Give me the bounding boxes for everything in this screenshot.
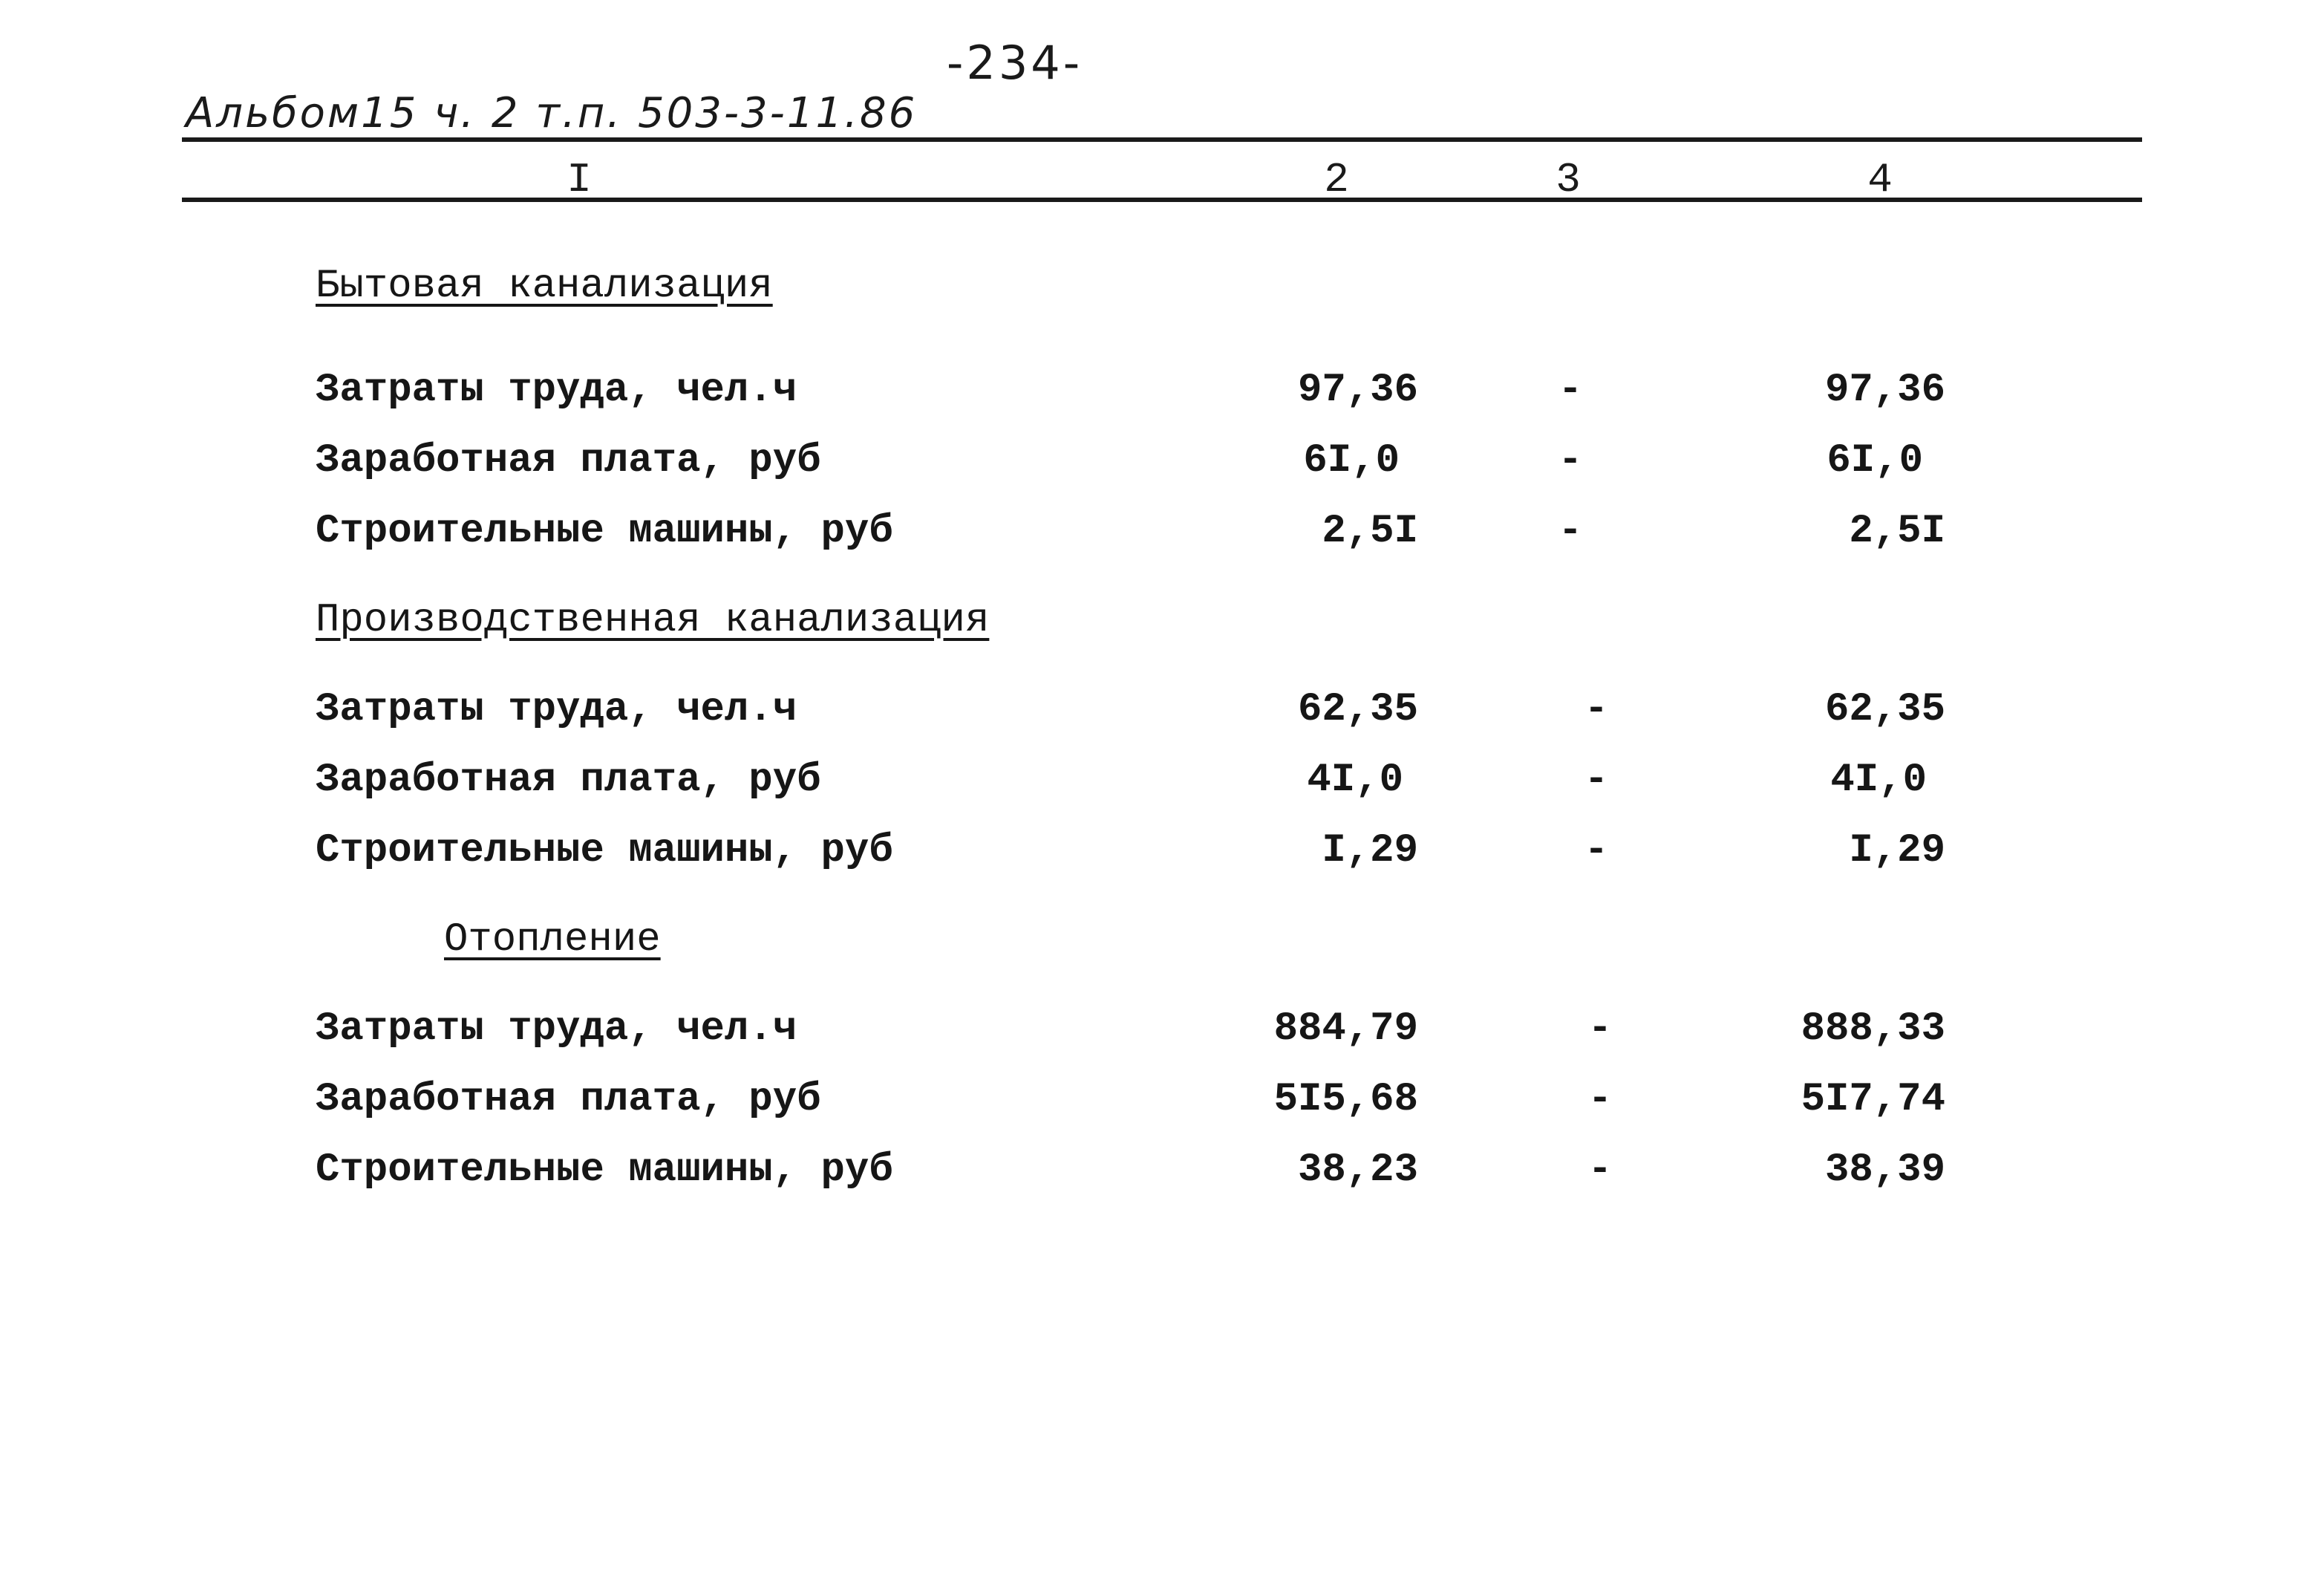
album-reference: Альбом15 ч. 2 т.п. 503-3-11.86 — [186, 89, 918, 137]
cell-col4: 6I,0 — [1827, 438, 1923, 484]
cell-col4: 2,5I — [1849, 509, 1945, 554]
row-label: Заработная плата, руб — [316, 1077, 821, 1122]
cell-col2: 884,79 — [1273, 1006, 1418, 1052]
cell-col2: 62,35 — [1297, 687, 1418, 732]
cell-col4: 38,39 — [1824, 1147, 1945, 1193]
cell-col3: - — [1587, 1077, 1613, 1122]
cell-col3: - — [1587, 1006, 1613, 1052]
cell-col2: 2,5I — [1322, 509, 1418, 554]
row-label: Заработная плата, руб — [316, 758, 821, 803]
cell-col2: 5I5,68 — [1273, 1077, 1418, 1122]
header-rule-bottom — [182, 198, 2142, 202]
cell-col3: - — [1558, 509, 1583, 554]
cell-col4: I,29 — [1849, 828, 1945, 873]
cell-col4: 888,33 — [1801, 1006, 1945, 1052]
column-header-1: I — [567, 156, 592, 204]
row-label: Затраты труда, чел.ч — [316, 687, 797, 732]
cell-col3: - — [1584, 828, 1609, 873]
section-title-domestic-sewerage: Бытовая канализация — [316, 264, 773, 309]
cell-col3: - — [1584, 687, 1609, 732]
column-header-2: 2 — [1324, 156, 1349, 204]
cell-col3: - — [1558, 438, 1583, 484]
cell-col3: - — [1587, 1147, 1613, 1193]
row-label: Строительные машины, руб — [316, 509, 893, 554]
cell-col2: 4I,0 — [1307, 758, 1403, 803]
row-label: Строительные машины, руб — [316, 1147, 893, 1193]
cell-col2: 97,36 — [1297, 368, 1418, 413]
cell-col2: 6I,0 — [1303, 438, 1400, 484]
cell-col3: - — [1584, 758, 1609, 803]
cell-col3: - — [1558, 368, 1583, 413]
page-number: -234- — [947, 36, 1083, 90]
cell-col4: 97,36 — [1824, 368, 1945, 413]
row-label: Затраты труда, чел.ч — [316, 368, 797, 413]
cell-col4: 5I7,74 — [1801, 1077, 1945, 1122]
header-rule-top — [182, 137, 2142, 142]
section-title-heating: Отопление — [444, 917, 661, 963]
cell-col2: I,29 — [1322, 828, 1418, 873]
row-label: Строительные машины, руб — [316, 828, 893, 873]
row-label: Затраты труда, чел.ч — [316, 1006, 797, 1052]
column-header-4: 4 — [1867, 156, 1893, 204]
section-title-industrial-sewerage: Производственная канализация — [316, 598, 990, 643]
cell-col4: 4I,0 — [1830, 758, 1927, 803]
cell-col4: 62,35 — [1824, 687, 1945, 732]
row-label: Заработная плата, руб — [316, 438, 821, 484]
cell-col2: 38,23 — [1297, 1147, 1418, 1193]
column-header-3: 3 — [1556, 156, 1581, 204]
